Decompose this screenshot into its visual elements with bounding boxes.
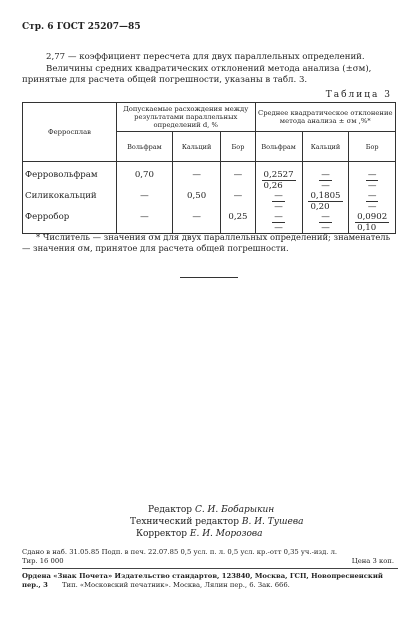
paragraph-coefficient: 2,77 — коэффициент пересчета для двух параллельных определений. bbox=[46, 52, 365, 62]
cell-fraction: $\frac{0,2527}{0,26}$ bbox=[255, 162, 302, 192]
row-name: Ферробор bbox=[23, 212, 117, 234]
section-divider bbox=[180, 277, 238, 278]
table-footnote: * Числитель — значения σм для двух параллельных определений; знаменатель — значения σм, принятое для расчета общей погрешности. bbox=[22, 232, 391, 253]
cell: — bbox=[117, 212, 173, 234]
imprint-print-data: Сдано в наб. 31.05.85 Подп. в печ. 22.07.85 0,5 усл. п. л. 0,5 усл. кр.-отт 0,35 уч.-изд. л. bbox=[22, 548, 338, 556]
page-header: Стр. 6 ГОСТ 25207—85 bbox=[22, 22, 141, 32]
col-header-ferroalloy: Ферросплав bbox=[23, 103, 117, 162]
price: Цена 3 коп. bbox=[351, 557, 394, 565]
col-group-discrepancies: Допускаемые расхождения между результатами параллельных определений d, % bbox=[117, 103, 256, 132]
table-caption: Таблица 3 bbox=[325, 90, 392, 100]
credit-tech-editor: Технический редактор В. И. Тушева bbox=[130, 517, 304, 527]
cell: 0,25 bbox=[221, 212, 255, 234]
cell: — bbox=[117, 191, 173, 212]
cell-fraction: $\frac{—}{—}$ bbox=[349, 191, 396, 212]
cell: 0,70 bbox=[117, 162, 173, 192]
col-header-calcium-2: Кальций bbox=[302, 132, 349, 162]
cell: — bbox=[221, 191, 255, 212]
table-row bbox=[23, 191, 396, 212]
cell-fraction: $\frac{—}{—}$ bbox=[349, 162, 396, 192]
cell-fraction: $\frac{0,0902}{0,10}$ bbox=[349, 212, 396, 234]
circulation: Тир. 16 000 bbox=[22, 557, 64, 565]
imprint-circulation bbox=[22, 557, 400, 566]
col-header-tungsten: Вольфрам bbox=[117, 132, 173, 162]
imprint-publisher: Ордена «Знак Почета» Издательство стандартов, 123840, Москва, ГСП, Новопресненский пер., 3 bbox=[22, 572, 383, 589]
table-row bbox=[23, 162, 396, 192]
cell-fraction: $\frac{—}{—}$ bbox=[255, 191, 302, 212]
credit-editor: Редактор С. И. Бобарыкин bbox=[148, 505, 275, 515]
col-header-boron-2: Бор bbox=[349, 132, 396, 162]
paragraph-deviations: Величины средних квадратических отклонений метода анализа (±σм), принятые для расчета общей погрешности, указаны в табл. 3. bbox=[22, 64, 372, 85]
col-header-boron: Бор bbox=[221, 132, 255, 162]
imprint-printer: Тип. «Московский печатник». Москва, Лялин пер., 6. Зак. 666. bbox=[62, 581, 290, 589]
results-table bbox=[22, 102, 396, 234]
cell: — bbox=[221, 162, 255, 192]
table-row bbox=[23, 212, 396, 234]
row-name: Ферровольфрам bbox=[23, 162, 117, 192]
credit-corrector: Корректор Е. И. Морозова bbox=[136, 529, 263, 539]
imprint-divider bbox=[22, 568, 398, 569]
col-header-calcium: Кальций bbox=[172, 132, 221, 162]
col-group-std-deviation: Среднее квадратическое отклонение метода анализа ± σм ,%* bbox=[255, 103, 396, 132]
cell-fraction: $\frac{0,1805}{0,20}$ bbox=[302, 191, 349, 212]
row-name: Силикокальций bbox=[23, 191, 117, 212]
col-header-tungsten-2: Вольфрам bbox=[255, 132, 302, 162]
cell-fraction: $\frac{—}{—}$ bbox=[302, 162, 349, 192]
cell-fraction: $\frac{—}{—}$ bbox=[302, 212, 349, 234]
cell-fraction: $\frac{—}{—}$ bbox=[255, 212, 302, 234]
cell: 0,50 bbox=[172, 191, 221, 212]
cell: — bbox=[172, 212, 221, 234]
cell: — bbox=[172, 162, 221, 192]
